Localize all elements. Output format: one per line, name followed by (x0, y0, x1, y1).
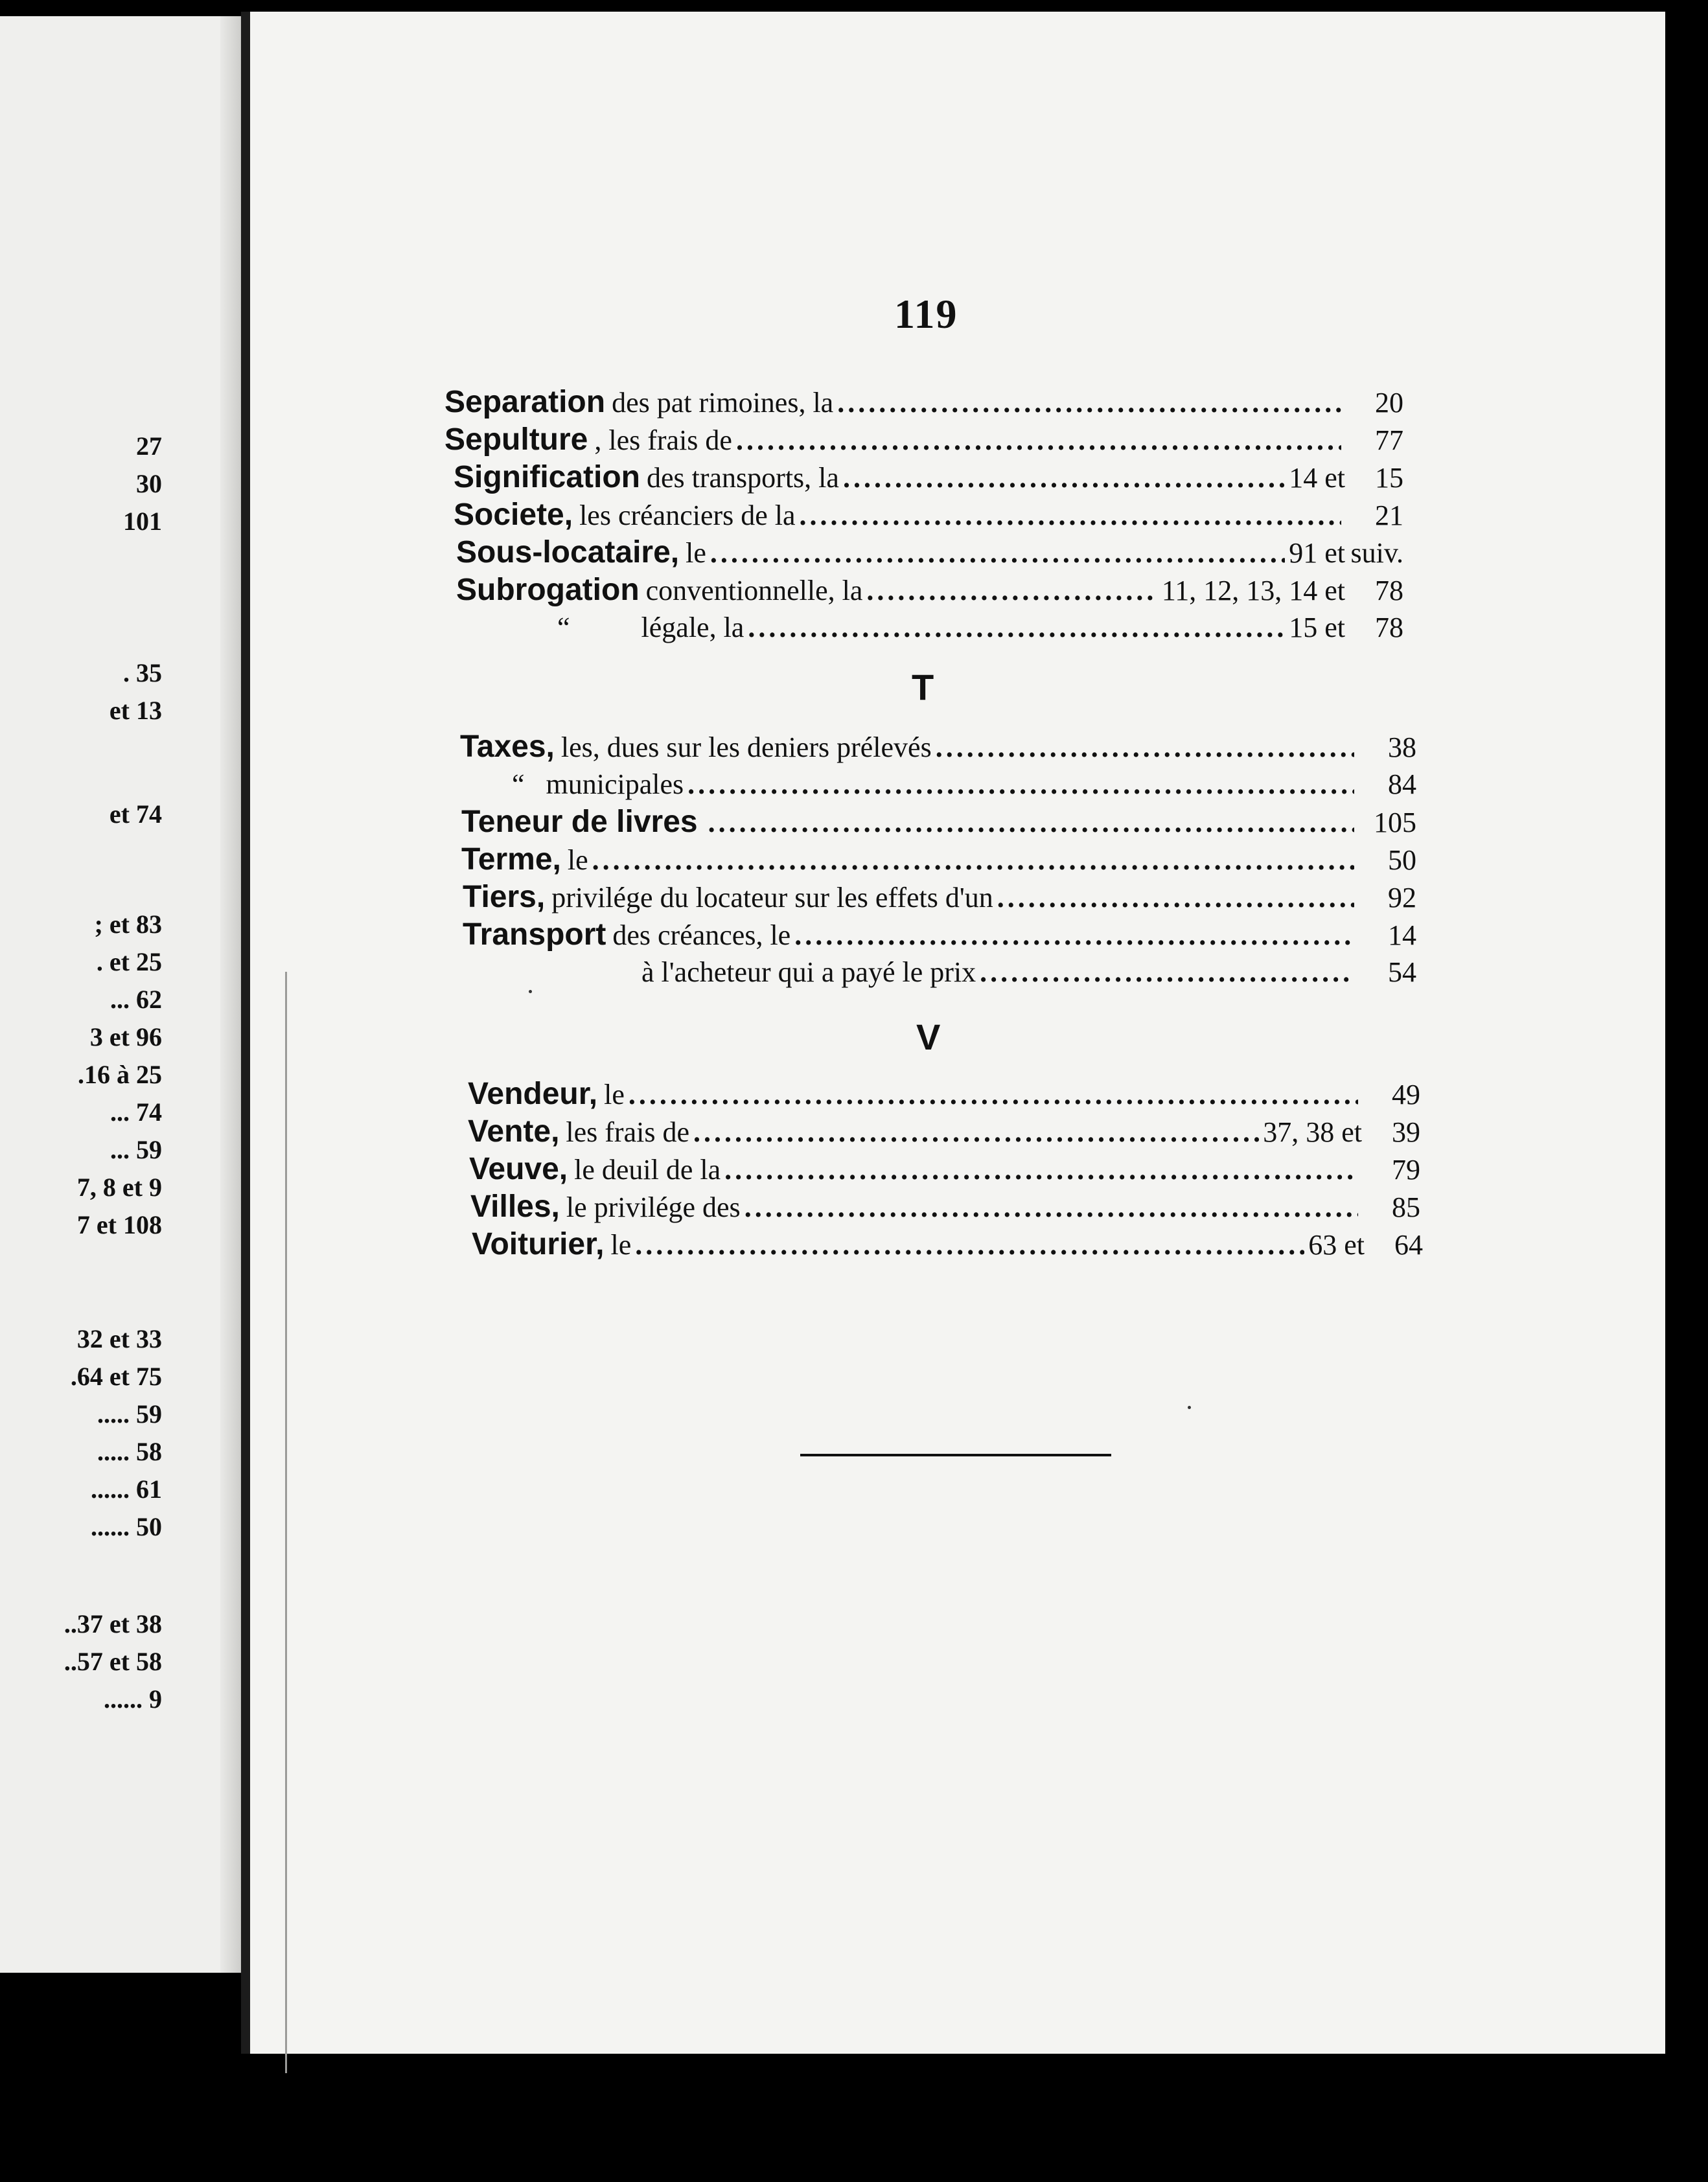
entry-reference: 63 et (1308, 1229, 1365, 1261)
entry-heading: Societe, (454, 498, 573, 532)
entry-page: 92 (1388, 882, 1416, 913)
previous-page-line: ...... 9 (104, 1684, 162, 1714)
dot-leader (843, 459, 1285, 497)
entry-page: 54 (1388, 956, 1416, 988)
entry-heading: Voiturier, (472, 1227, 605, 1261)
dot-leader (629, 1076, 1358, 1114)
entry-heading: Sous-locataire, (456, 535, 680, 569)
index-entry (463, 916, 1416, 954)
previous-page-line: ; et 83 (94, 910, 162, 939)
dot-leader (936, 729, 1354, 766)
entry-text: privilége du locateur sur les effets d'un (551, 882, 993, 913)
previous-page-line: ... 62 (110, 985, 162, 1014)
entry-page: 78 (1375, 612, 1403, 643)
speck (1188, 1406, 1191, 1409)
entry-heading: Terme, (461, 842, 561, 877)
previous-page-line: 7, 8 et 9 (76, 1173, 162, 1202)
dot-leader (980, 954, 1354, 991)
section-letter-t: T (912, 667, 934, 707)
entry-heading: Signification (454, 460, 640, 494)
previous-page-line: 101 (123, 507, 162, 536)
entry-page: 84 (1388, 768, 1416, 800)
index-entry (456, 571, 1403, 609)
dot-leader (744, 1189, 1358, 1226)
entry-heading: Veuve, (469, 1152, 568, 1186)
previous-page-line: .64 et 75 (70, 1362, 162, 1391)
entry-text: “ municipales (512, 768, 684, 800)
dot-leader (693, 1114, 1259, 1151)
page-edge (241, 12, 250, 2054)
index-entry (444, 384, 1403, 421)
entry-page: 85 (1392, 1191, 1420, 1223)
previous-page-line: . 35 (123, 658, 162, 687)
entry-page: 21 (1375, 500, 1403, 531)
dot-leader (800, 497, 1341, 534)
entry-text: , les frais de (594, 424, 732, 456)
inner-margin-line (285, 972, 287, 2073)
entry-reference: 15 et (1289, 612, 1345, 643)
entry-reference: 14 et (1289, 462, 1345, 494)
entry-text: le (686, 537, 706, 569)
entry-text: des pat rimoines, la (612, 387, 834, 419)
dot-leader (724, 1151, 1358, 1189)
index-entry (460, 728, 1416, 766)
previous-page-line: ..37 et 38 (63, 1609, 162, 1638)
previous-page-line: 3 et 96 (89, 1022, 162, 1051)
previous-page-line: ...... 61 (91, 1475, 162, 1504)
entry-text: le (610, 1229, 632, 1261)
section-letter-v: V (916, 1016, 941, 1057)
entry-heading: Villes, (470, 1189, 560, 1224)
dot-leader (866, 572, 1157, 610)
index-entry (468, 1113, 1420, 1151)
entry-heading: Teneur de livres (461, 805, 698, 839)
entry-text: à l'acheteur qui a payé le prix (641, 956, 976, 988)
index-entry (468, 1075, 1420, 1113)
index-entry (505, 766, 1416, 803)
dot-leader (592, 842, 1354, 879)
dot-leader (837, 384, 1341, 422)
index-entry (461, 803, 1416, 841)
entry-heading: Vente, (468, 1114, 560, 1149)
previous-page-line: ... 59 (110, 1135, 162, 1164)
previous-page-line: ..... 58 (97, 1437, 162, 1466)
dot-leader (794, 917, 1354, 954)
entry-heading: Transport (463, 917, 606, 952)
dot-leader (748, 609, 1285, 647)
entry-text: les frais de (566, 1116, 689, 1148)
entry-page: 39 (1392, 1116, 1420, 1148)
entry-text: conventionnelle, la (645, 575, 863, 606)
entry-heading: Tiers, (463, 880, 546, 914)
entry-text: le privilége des (566, 1191, 741, 1223)
previous-page-line: ..... 59 (97, 1399, 162, 1429)
index-entry (454, 496, 1403, 534)
entry-heading: Vendeur, (468, 1077, 598, 1111)
entry-page: 20 (1375, 387, 1403, 419)
entry-text: les créanciers de la (579, 500, 796, 531)
previous-page-line: 7 et 108 (76, 1210, 162, 1239)
entry-reference: 11, 12, 13, 14 et (1161, 575, 1345, 606)
entry-heading: Sepulture (444, 422, 588, 457)
entry-reference: 37, 38 et (1263, 1116, 1362, 1148)
entry-text: “ légale, la (557, 612, 744, 643)
dot-leader (635, 1226, 1304, 1264)
entry-page: 15 (1375, 462, 1403, 494)
entry-page: 38 (1388, 731, 1416, 763)
entry-heading: Separation (444, 385, 606, 419)
index-entry (472, 1226, 1423, 1263)
entry-text: le (567, 844, 588, 876)
entry-heading: Taxes, (460, 729, 555, 764)
index-entry (461, 841, 1416, 879)
index-entry (551, 609, 1403, 647)
entry-reference: 91 et (1289, 537, 1345, 569)
previous-page-line: ...... 50 (91, 1512, 162, 1541)
index-entry (456, 534, 1403, 571)
dot-leader (736, 422, 1341, 459)
previous-page-line: ... 74 (110, 1097, 162, 1127)
previous-page-line: et 13 (109, 696, 162, 725)
index-entry (454, 459, 1403, 496)
entry-text: des transports, la (647, 462, 839, 494)
page-number: 119 (894, 291, 958, 337)
entry-page: 50 (1388, 844, 1416, 876)
entry-page: 78 (1375, 575, 1403, 606)
speck (529, 990, 532, 993)
previous-page-line: 32 et 33 (76, 1324, 162, 1353)
previous-page-line: et 74 (109, 799, 162, 829)
entry-page: 77 (1375, 424, 1403, 456)
dot-leader (997, 879, 1354, 917)
previous-page-line: 30 (136, 469, 162, 498)
previous-page-line: .16 à 25 (78, 1060, 162, 1089)
dot-leader (710, 534, 1285, 572)
entry-text: les, dues sur les deniers prélevés (560, 731, 932, 763)
previous-page-line: . et 25 (96, 947, 162, 976)
previous-page-line: ..57 et 58 (63, 1647, 162, 1676)
entry-page: 105 (1374, 807, 1416, 838)
entry-page: 14 (1388, 919, 1416, 951)
index-entry (463, 879, 1416, 916)
index-entry (470, 1188, 1420, 1226)
entry-page: 64 (1394, 1229, 1423, 1261)
entry-page: 49 (1392, 1079, 1420, 1110)
entry-page: 79 (1392, 1154, 1420, 1186)
entry-text: le deuil de la (574, 1154, 721, 1186)
index-entry (469, 1151, 1420, 1188)
entry-heading: Subrogation (456, 573, 640, 607)
dot-leader (687, 766, 1354, 803)
closing-rule (800, 1454, 1111, 1456)
index-entry (635, 954, 1416, 991)
index-entry (444, 421, 1403, 459)
entry-page: suiv. (1350, 537, 1403, 569)
previous-page-line: 27 (136, 431, 162, 461)
dot-leader (708, 804, 1354, 842)
entry-text: des créances, le (612, 919, 791, 951)
entry-text: le (604, 1079, 625, 1110)
